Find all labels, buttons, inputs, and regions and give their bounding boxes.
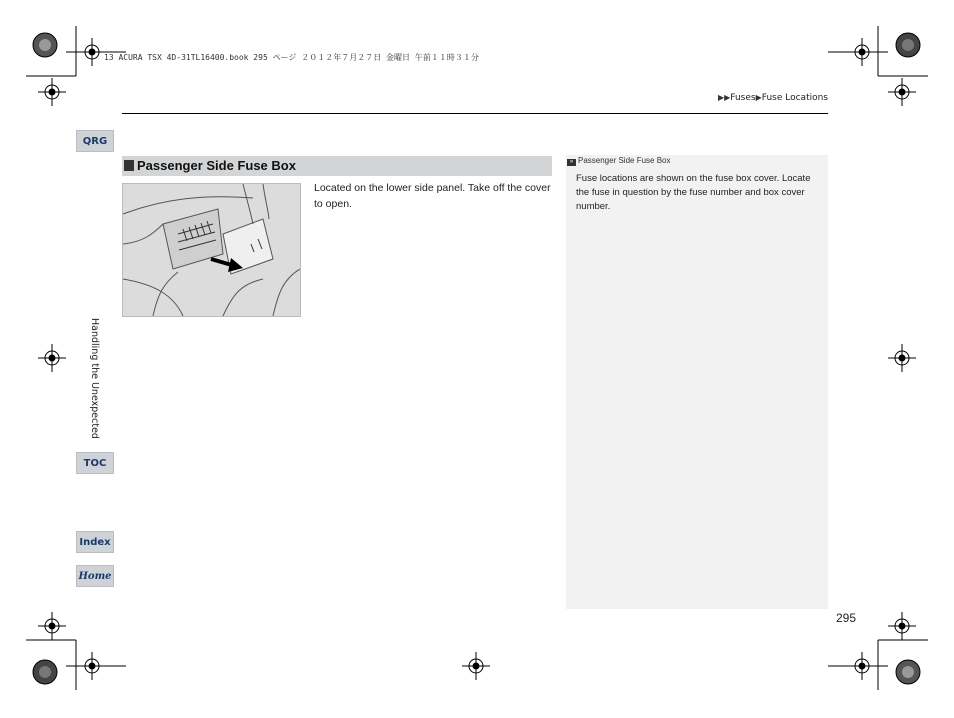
note-text: Fuse locations are shown on the fuse box cover. Locate the fuse in question by the fuse number and box cover number. <box>576 173 811 212</box>
chapter-label: Handling the Unexpected <box>89 318 100 439</box>
section-body-text: Located on the lower side panel. Take off the cover to open. <box>314 182 551 210</box>
breadcrumb-item-fuse-locations[interactable]: Fuse Locations <box>761 93 828 103</box>
fuse-box-drawing <box>123 184 300 316</box>
double-arrow-icon: ▶▶ <box>717 93 731 102</box>
section-square-icon <box>124 160 134 171</box>
fuse-box-illustration <box>122 183 301 317</box>
header-rule <box>122 113 828 114</box>
home-button[interactable]: Home <box>76 565 114 587</box>
breadcrumb <box>718 93 828 103</box>
book-header: 13 ACURA TSX 4D-31TL16400.book 295 ページ ２０１２年７月２７日 金曜日 午前１１時３１分 <box>104 53 479 62</box>
arrow-icon: ▶ <box>755 93 762 102</box>
notes-panel <box>566 155 828 609</box>
note-arrow-icon: » <box>567 159 576 166</box>
page-number: 295 <box>836 611 857 625</box>
section-title: Passenger Side Fuse Box <box>137 158 296 173</box>
toc-button[interactable]: TOC <box>76 452 114 474</box>
qrg-button[interactable]: QRG <box>76 130 114 152</box>
index-button[interactable]: Index <box>76 531 114 553</box>
note-heading: » Passenger Side Fuse Box <box>567 156 671 166</box>
breadcrumb-item-fuses[interactable]: Fuses <box>730 93 756 103</box>
